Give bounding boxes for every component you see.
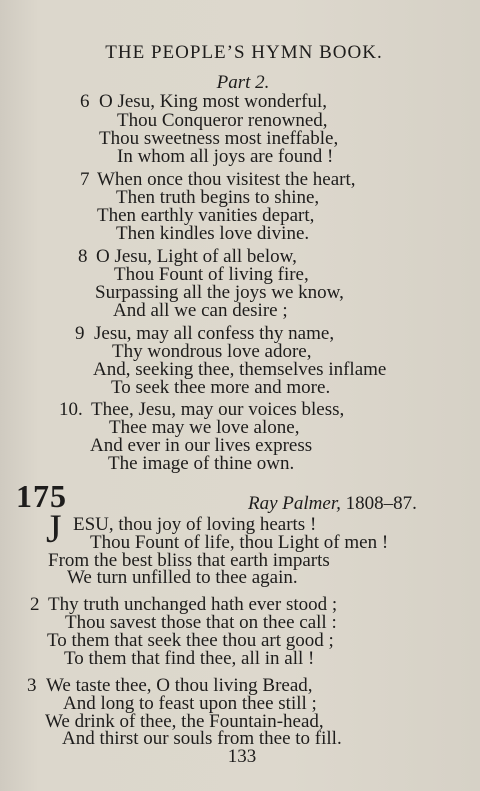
verse-line: We drink of thee, the Fountain-head, <box>45 711 324 732</box>
verse-line: Jesu, may all confess thy name, <box>94 323 335 344</box>
verse-line: Then kindles love divine. <box>116 223 310 244</box>
stanza-number: 7 <box>80 169 90 190</box>
verse-line: O Jesu, King most wonderful, <box>99 91 327 112</box>
verse-line: When once thou visitest the heart, <box>97 169 356 190</box>
verse-line: Thou Fount of life, thou Light of men ! <box>90 532 389 553</box>
verse-line: And ever in our lives express <box>90 435 313 456</box>
stanza-number: 6 <box>80 91 90 112</box>
verse-line: Thou sweetness most ineffable, <box>99 128 339 149</box>
verse-line: To them that seek thee thou art good ; <box>47 630 334 651</box>
verse-line: ESU, thou joy of loving hearts ! <box>73 514 317 535</box>
author-name: Ray Palmer, <box>248 493 341 514</box>
stanza-number: 3 <box>27 675 37 696</box>
verse-line: Thy wondrous love adore, <box>112 341 312 362</box>
verse-line: We taste thee, O thou living Bread, <box>46 675 313 696</box>
verse-line: And all we can desire ; <box>113 300 288 321</box>
part-label: Part 2. <box>216 72 270 93</box>
verse-line: Surpassing all the joys we know, <box>95 282 344 303</box>
verse-line: Thou Conqueror renowned, <box>117 110 328 131</box>
verse-line: Then earthly vanities depart, <box>97 205 315 226</box>
verse-line: Thy truth unchanged hath ever stood ; <box>48 594 338 615</box>
stanza-number: 2 <box>30 594 40 615</box>
verse-line: To them that find thee, all in all ! <box>64 648 315 669</box>
verse-line: And thirst our souls from thee to fill. <box>62 728 342 749</box>
stanza-number: 9 <box>75 323 85 344</box>
author-attribution <box>248 493 417 515</box>
stanza-number: 10. <box>59 399 83 420</box>
author-dates: 1808–87. <box>345 493 417 514</box>
verse-line: Thou Fount of living fire, <box>114 264 309 285</box>
verse-line: Then truth begins to shine, <box>116 187 320 208</box>
verse-line: Thou savest those that on thee call : <box>65 612 337 633</box>
verse-line: From the best bliss that earth imparts <box>48 550 330 571</box>
verse-line: In whom all joys are found ! <box>117 146 334 167</box>
verse-line: Thee may we love alone, <box>109 417 300 438</box>
page-number: 133 <box>227 746 257 767</box>
verse-line: The image of thine own. <box>108 453 295 474</box>
stanza-number: 8 <box>78 246 88 267</box>
verse-line: O Jesu, Light of all below, <box>96 246 297 267</box>
hymn-number: 175 <box>16 478 67 514</box>
verse-line: We turn unfilled to thee again. <box>67 567 298 588</box>
running-header: THE PEOPLE’S HYMN BOOK. <box>105 42 383 63</box>
verse-line: Thee, Jesu, may our voices bless, <box>91 399 345 420</box>
drop-cap: J <box>46 506 62 551</box>
verse-line: And long to feast upon thee still ; <box>63 693 317 714</box>
verse-line: To seek thee more and more. <box>111 377 331 398</box>
verse-line: And, seeking thee, themselves inflame <box>93 359 387 380</box>
